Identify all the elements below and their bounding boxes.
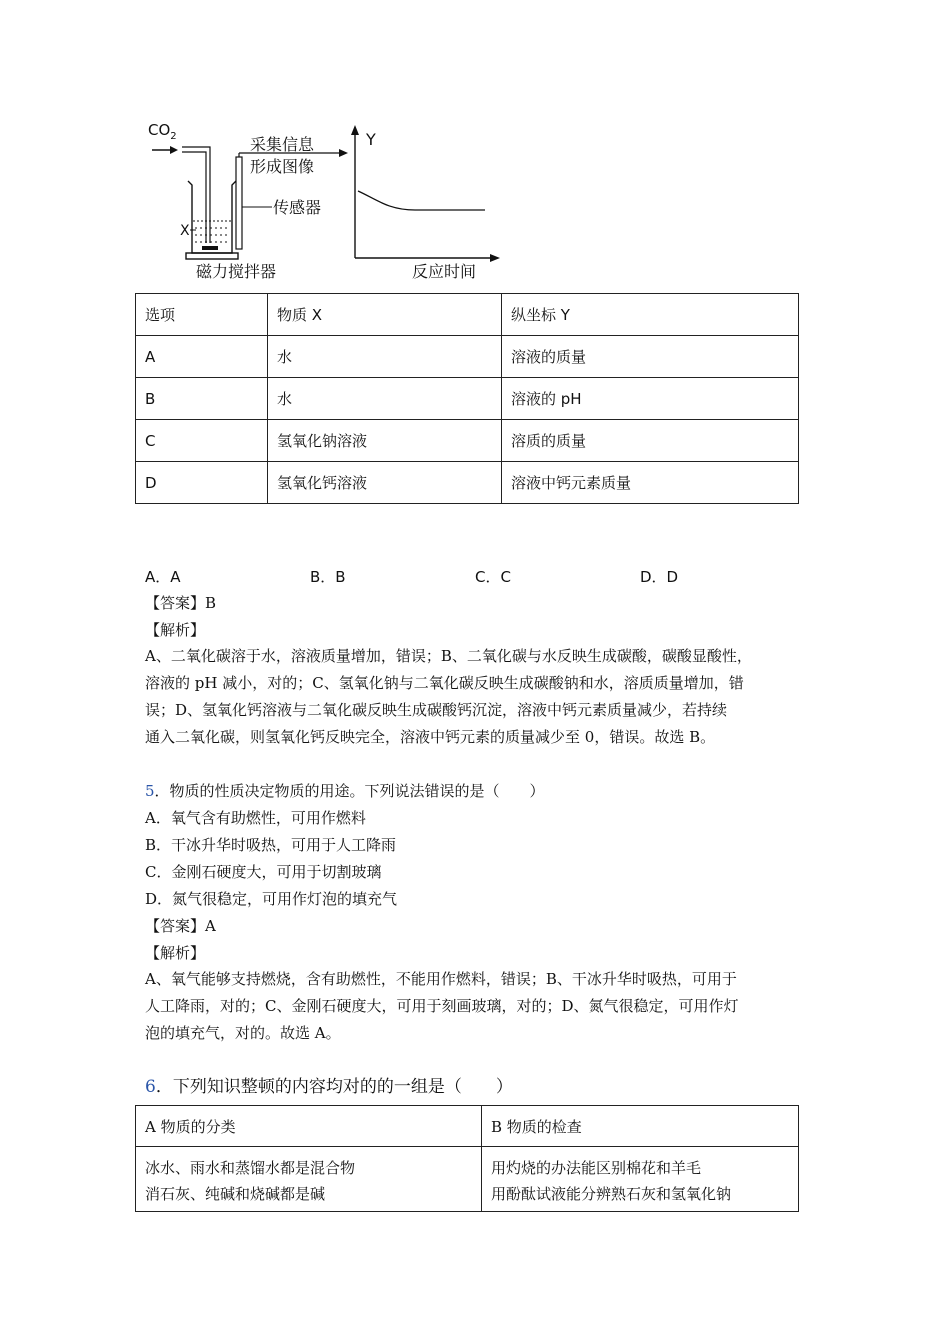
q5-option: A．氧气含有助燃性，可用作燃料 — [145, 809, 366, 827]
table-cell: 水 — [268, 378, 502, 420]
table-cell — [482, 1147, 799, 1212]
q5-analysis-line: 人工降雨，对的；C、金刚石硬度大，可用于刻画玻璃，对的；D、氮气很稳定，可用作灯 — [145, 997, 739, 1015]
cell-line: 用灼烧的办法能区别棉花和羊毛 — [491, 1159, 702, 1177]
cell-line: 消石灰、纯碱和烧碱都是碱 — [145, 1185, 326, 1203]
table-cell: 溶液中钙元素质量 — [502, 462, 799, 504]
curve — [358, 191, 485, 210]
q4-analysis-title: 【解析】 — [145, 621, 206, 639]
q5-answer: 【答案】A — [145, 917, 216, 935]
collect-info-label: 采集信息 — [250, 135, 315, 154]
table-row — [136, 336, 799, 378]
table-cell: B — [136, 378, 268, 420]
table-row — [136, 420, 799, 462]
table-header-cell: B 物质的检查 — [482, 1106, 799, 1147]
co2-label: $CO_2$ — [148, 121, 177, 142]
question-number: 6 — [145, 1077, 156, 1097]
q5-analysis-line: A、氧气能够支持燃烧，含有助燃性，不能用作燃料，错误；B、干冰升华时吸热，可用于 — [145, 970, 737, 988]
table-header-cell: A 物质的分类 — [136, 1106, 482, 1147]
knowledge-table — [135, 1105, 799, 1212]
table-cell: A — [136, 336, 268, 378]
sensor-probe — [236, 157, 242, 249]
table-header-row — [136, 294, 799, 336]
table-cell: 溶液的质量 — [502, 336, 799, 378]
q5-analysis-line: 泡的填充气，对的。故选 A。 — [145, 1024, 341, 1042]
table-cell: 溶液的 pH — [502, 378, 799, 420]
table-cell: 氢氧化钙溶液 — [268, 462, 502, 504]
question-number: 5 — [145, 782, 155, 800]
table-row — [136, 378, 799, 420]
sensor-label: 传感器 — [273, 198, 322, 217]
table-header-cell: 纵坐标 Y — [502, 294, 799, 336]
table-cell — [136, 1147, 482, 1212]
table-cell: 水 — [268, 336, 502, 378]
option-b: B．B — [310, 568, 346, 586]
table-cell: 溶质的质量 — [502, 420, 799, 462]
table-header-row — [136, 1106, 799, 1147]
q4-analysis-line: 溶液的 pH 减小，对的；C、氢氧化钠与二氧化碳反映生成碳酸钠和水，溶质质量增加，错 — [145, 674, 744, 692]
x-label: X — [180, 223, 190, 239]
table-row — [136, 1147, 799, 1212]
experiment-figure — [140, 115, 510, 287]
cell-line: 用酚酞试液能分辨熟石灰和氢氧化钠 — [491, 1185, 732, 1203]
y-axis-label: Y — [366, 130, 376, 149]
q5-analysis-title: 【解析】 — [145, 944, 206, 962]
option-c: C．C — [475, 568, 511, 586]
x-axis-label: 反应时间 — [412, 262, 477, 281]
q4-analysis-line: 误；D、氢氧化钙溶液与二氧化碳反映生成碳酸钙沉淀，溶液中钙元素质量减少，若持续 — [145, 701, 728, 719]
q4-analysis-line: A、二氧化碳溶于水，溶液质量增加，错误；B、二氧化碳与水反映生成碳酸，碳酸显酸性， — [145, 647, 752, 665]
option-d: D．D — [640, 568, 679, 586]
table-cell: C — [136, 420, 268, 462]
q5-option: B．干冰升华时吸热，可用于人工降雨 — [145, 836, 397, 854]
q5-stem: 5．物质的性质决定物质的用途。下列说法错误的是（ ） — [145, 782, 545, 800]
stirrer-label: 磁力搅拌器 — [196, 262, 277, 281]
table-row — [136, 462, 799, 504]
table-header-cell: 选项 — [136, 294, 268, 336]
table-header-cell: 物质 X — [268, 294, 502, 336]
q5-option: C．金刚石硬度大，可用于切割玻璃 — [145, 863, 382, 881]
form-image-label: 形成图像 — [250, 157, 315, 176]
cell-line: 冰水、雨水和蒸馏水都是混合物 — [145, 1159, 356, 1177]
q4-answer: 【答案】B — [145, 594, 217, 612]
table-cell: D — [136, 462, 268, 504]
option-a: A．A — [145, 568, 181, 586]
q4-analysis-line: 通入二氧化碳，则氢氧化钙反映完全，溶液中钙元素的质量减少至 0，错误。故选 B。 — [145, 728, 716, 746]
stirrer — [186, 253, 238, 259]
q6-stem: 6．下列知识整顿的内容均对的的一组是（ ） — [145, 1077, 513, 1097]
table-cell: 氢氧化钠溶液 — [268, 420, 502, 462]
options-table — [135, 293, 799, 504]
q5-option: D．氮气很稳定，可用作灯泡的填充气 — [145, 890, 398, 908]
